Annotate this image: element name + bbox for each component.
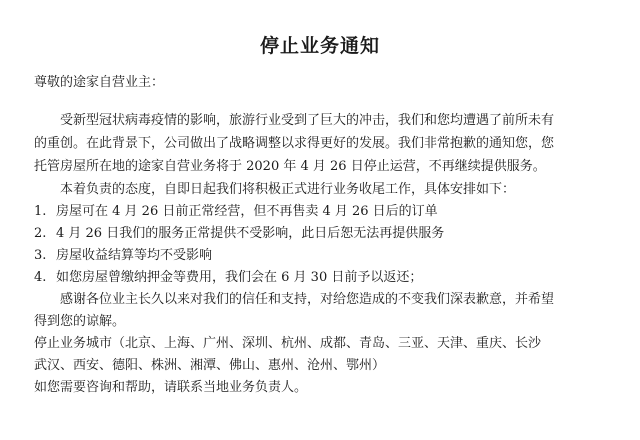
salutation: 尊敬的途家自营业主：: [34, 75, 165, 90]
arrangement-number: 2.: [34, 226, 47, 241]
notice-title: 停止业务通知: [259, 35, 380, 57]
paragraph1-line2: 的重创。在此背景下，公司做出了战略调整以求得更好的发展。我们非常抱歉的通知您，您: [34, 136, 555, 151]
arrangement-text: 房屋收益结算等均不受影响: [56, 248, 213, 263]
contact-line: 如您需要咨询和帮助，请联系当地业务负责人。: [34, 380, 308, 395]
arrangement-item: [34, 269, 422, 287]
arrangement-number: 1.: [34, 204, 47, 219]
paragraph2: 本着负责的态度，自即日起我们将积极正式进行业务收尾工作，具体安排如下：: [60, 182, 516, 197]
arrangement-text: 4 月 26 日我们的服务正常提供不受影响，此日后恕无法再提供服务: [56, 226, 445, 241]
paragraph1-line3: 托管房屋所在地的途家自营业务将于 2020 年 4 月 26 日停止运营，不再继续提供服务。: [34, 159, 546, 174]
arrangement-number: 4.: [34, 270, 47, 285]
thanks-line1: 感谢各位业主长久以来对我们的信任和支持，对给您造成的不变我们深表歉意，并希望: [60, 292, 555, 307]
paragraph1-line1: 受新型冠状病毒疫情的影响，旅游行业受到了巨大的冲击，我们和您均遭遇了前所未有: [60, 113, 555, 128]
arrangement-number: 3.: [34, 248, 47, 263]
arrangement-item: [34, 203, 438, 221]
cities-line2: 武汉、西安、德阳、株洲、湘潭、佛山、惠州、沧州、鄂州）: [34, 358, 386, 373]
arrangement-text: 房屋可在 4 月 26 日前正常经营，但不再售卖 4 月 26 日后的订单: [56, 204, 438, 219]
arrangement-item: [34, 247, 212, 265]
arrangement-text: 如您房屋曾缴纳押金等费用，我们会在 6 月 30 日前予以返还；: [56, 270, 423, 285]
arrangement-item: [34, 225, 444, 243]
thanks-line2: 得到您的谅解。: [34, 314, 126, 329]
cities-line1: 停止业务城市（北京、上海、广州、深圳、杭州、成都、青岛、三亚、天津、重庆、长沙: [34, 336, 542, 351]
